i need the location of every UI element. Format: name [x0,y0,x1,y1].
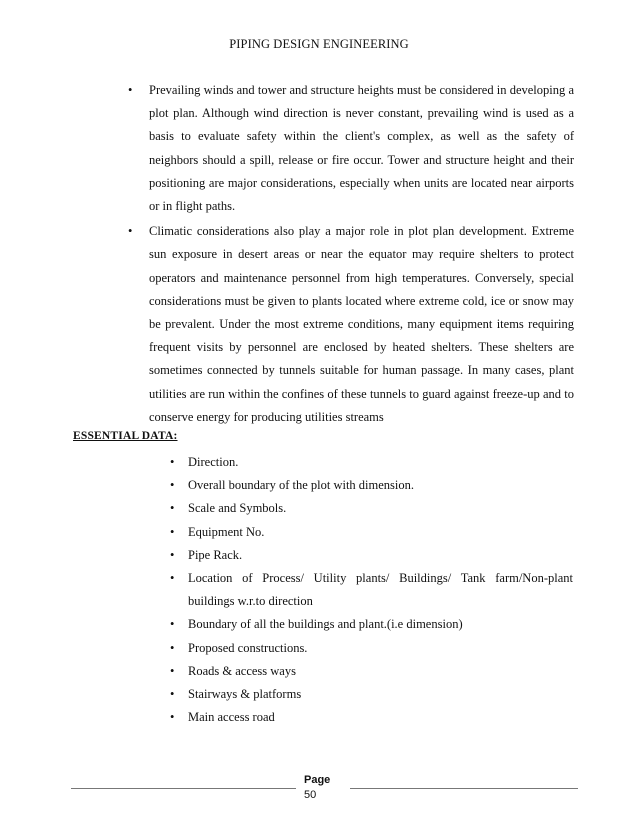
footer-page-number: 50 [304,789,317,801]
footer-divider-right [350,788,578,789]
list-item [170,567,573,613]
list-item-text: Direction. [188,455,239,469]
section-heading-essential-data: ESSENTIAL DATA: [73,430,178,442]
list-item-text: Proposed constructions. [188,640,308,655]
bullet-icon: • [128,83,133,97]
list-item [128,220,574,429]
list-item [170,497,573,520]
list-item-text: Boundary of all the buildings and plant.(i.e dimension) [188,617,463,632]
bullet-icon: • [170,547,175,562]
page-footer [0,774,638,804]
list-item-text: Stairways & platforms [188,687,302,702]
list-item [128,79,574,218]
bullet-icon: • [170,571,175,586]
list-item-text: Location of Process/ Utility plants/ Buildings/ Tank farm/Non-plant buildings w.r.to direction [188,571,573,609]
footer-divider-left [71,788,296,789]
bullet-icon: • [170,710,175,725]
bullet-icon: • [128,224,133,239]
bullet-icon: • [170,640,175,655]
page-header-title: PIPING DESIGN ENGINEERING [229,37,409,51]
list-item-text: Pipe Rack. [188,547,243,562]
bullet-list-considerations [128,79,574,431]
bullet-icon: • [170,663,175,678]
list-item [170,521,573,544]
list-item [170,683,573,706]
list-item-text: Equipment No. [188,524,265,539]
list-item-text: Climatic considerations also play a major role in plot plan development. Extreme sun exposure in desert areas or near the equator may require shelters to protect operators and maintenance personnel from high temperatures. Conversely, special considerations must be given to plants located where extreme cold, ice or snow may be prevalent. Under the most extreme conditions, many equipment items requiring frequent visits by personnel are enclosed by heated shelters. These shelters are sometimes connected by tunnels suitable for human passage. In many cases, plant utilities are run within the confines of these tunnels to guard against freeze-up and to conserve energy for producing utilities streams [149,224,574,424]
list-item [170,613,573,636]
bullet-icon: • [170,687,175,702]
list-item-text: Scale and Symbols. [188,501,287,516]
bullet-icon: • [170,524,175,539]
list-item-text: Main access road [188,710,275,725]
bullet-icon: • [170,478,175,493]
bullet-icon: • [170,455,175,469]
list-item [170,544,573,567]
list-item [170,474,573,497]
list-item [170,706,573,729]
list-item-text: Overall boundary of the plot with dimension. [188,478,415,493]
list-item [170,660,573,683]
list-item [170,451,573,474]
bullet-list-essential-data [170,451,573,729]
bullet-icon: • [170,501,175,516]
list-item [170,637,573,660]
list-item-text: Prevailing winds and tower and structure heights must be considered in developing a plot plan. Although wind direction is never constant, prevailing wind is used as a basis to evaluate safety within the client's complex, as well as the safety of neighbors should a spill, release or fire occur. Tower and structure height and their positioning are major considerations, especially when units are located near airports or in flight paths. [149,83,574,214]
list-item-text: Roads & access ways [188,663,296,678]
footer-page-label: Page [304,774,331,786]
bullet-icon: • [170,617,175,632]
